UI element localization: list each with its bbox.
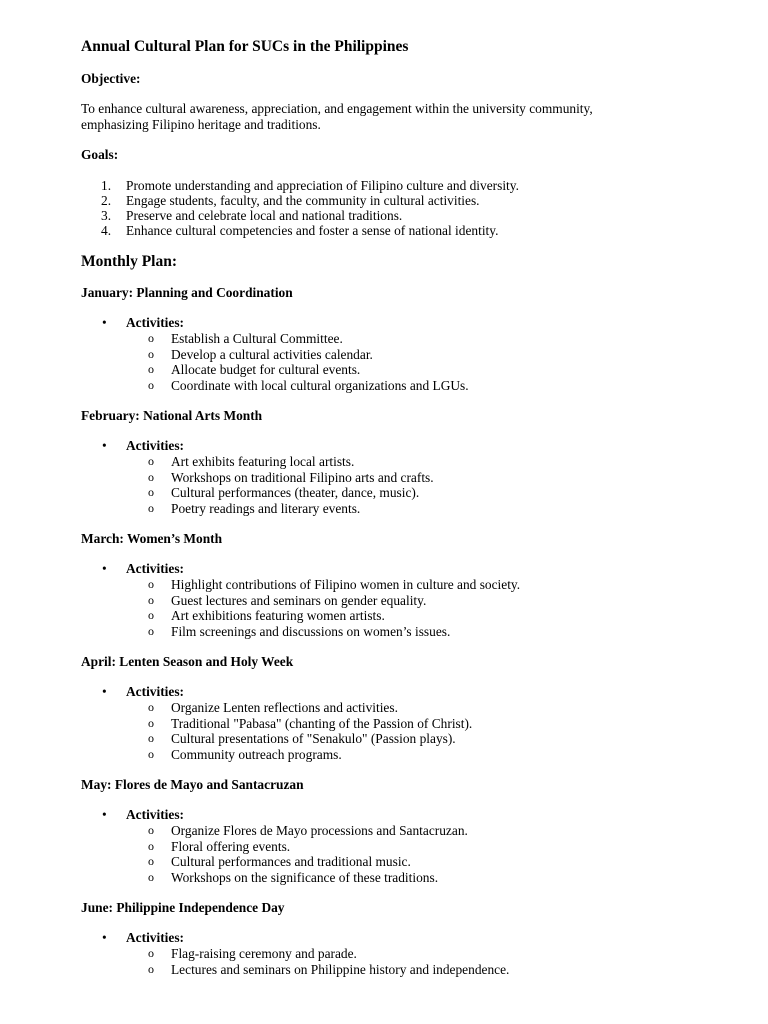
activity-text: Allocate budget for cultural events. bbox=[171, 362, 361, 377]
activity-item bbox=[81, 577, 741, 593]
month-section-february bbox=[81, 408, 741, 516]
month-heading: March: Women’s Month bbox=[81, 531, 223, 546]
activity-text: Workshops on the significance of these traditions. bbox=[171, 869, 439, 885]
activity-text: Cultural presentations of "Senakulo" (Passion plays). bbox=[171, 731, 456, 746]
month-heading: February: National Arts Month bbox=[81, 408, 263, 423]
activity-text: Art exhibits featuring local artists. bbox=[171, 454, 355, 469]
objective-line: To enhance cultural awareness, appreciation, and engagement within the university community, bbox=[81, 101, 593, 116]
activity-item bbox=[81, 839, 741, 855]
goal-number: 4. bbox=[101, 223, 112, 238]
activity-list bbox=[81, 454, 741, 516]
goal-number: 3. bbox=[101, 208, 112, 223]
activities-label bbox=[81, 807, 741, 823]
activities-label bbox=[81, 930, 741, 946]
bullet-icon: • bbox=[102, 315, 107, 330]
sub-bullet-icon: o bbox=[148, 700, 154, 714]
activity-item bbox=[81, 347, 741, 363]
activity-item bbox=[81, 331, 741, 347]
activity-text: Cultural performances and traditional music. bbox=[171, 854, 411, 869]
goal-item bbox=[81, 193, 519, 208]
sub-bullet-icon: o bbox=[148, 961, 154, 976]
sub-bullet-icon: o bbox=[148, 485, 154, 499]
goal-number: 2. bbox=[101, 193, 112, 208]
activity-text: Cultural performances (theater, dance, music). bbox=[171, 485, 420, 500]
sub-bullet-icon: o bbox=[148, 608, 154, 622]
activity-text: Poetry readings and literary events. bbox=[171, 500, 361, 516]
activity-item bbox=[81, 624, 741, 640]
activity-item bbox=[81, 700, 741, 716]
activity-list bbox=[81, 946, 741, 977]
sub-bullet-icon: o bbox=[148, 346, 154, 361]
bullet-icon: • bbox=[102, 684, 107, 699]
sub-bullet-icon: o bbox=[148, 454, 154, 468]
activities-label-text: Activities: bbox=[126, 561, 185, 576]
activity-list bbox=[81, 577, 741, 639]
activities-label bbox=[81, 315, 741, 331]
objective-text bbox=[81, 101, 721, 133]
activity-text: Traditional "Pabasa" (chanting of the Passion of Christ). bbox=[171, 715, 473, 731]
objective-label: Objective: bbox=[81, 71, 141, 86]
activity-list bbox=[81, 823, 741, 885]
goal-number: 1. bbox=[101, 178, 112, 193]
month-heading: May: Flores de Mayo and Santacruzan bbox=[81, 777, 304, 792]
sub-bullet-icon: o bbox=[148, 331, 154, 345]
sub-bullet-icon: o bbox=[148, 377, 154, 392]
activity-item bbox=[81, 362, 741, 378]
goal-text: Engage students, faculty, and the community in cultural activities. bbox=[126, 193, 480, 208]
activity-list bbox=[81, 700, 741, 762]
month-section-june bbox=[81, 900, 741, 977]
activity-item bbox=[81, 962, 741, 978]
activity-item bbox=[81, 854, 741, 870]
activity-text: Highlight contributions of Filipino women in culture and society. bbox=[171, 577, 521, 592]
activity-item bbox=[81, 731, 741, 747]
sub-bullet-icon: o bbox=[148, 362, 154, 376]
activity-item bbox=[81, 470, 741, 486]
goal-item bbox=[81, 208, 519, 223]
bullet-icon: • bbox=[102, 561, 107, 576]
sub-bullet-icon: o bbox=[148, 854, 154, 868]
activity-text: Coordinate with local cultural organizations and LGUs. bbox=[171, 377, 469, 393]
goal-item bbox=[81, 178, 519, 193]
sub-bullet-icon: o bbox=[148, 838, 154, 853]
activity-text: Guest lectures and seminars on gender equality. bbox=[171, 592, 427, 608]
sub-bullet-icon: o bbox=[148, 577, 154, 591]
goal-text: Enhance cultural competencies and foster a sense of national identity. bbox=[126, 223, 499, 238]
bullet-icon: • bbox=[102, 438, 107, 453]
activities-label-text: Activities: bbox=[126, 684, 185, 699]
activity-text: Workshops on traditional Filipino arts and crafts. bbox=[171, 469, 434, 485]
month-section-january bbox=[81, 285, 741, 393]
activity-text: Develop a cultural activities calendar. bbox=[171, 346, 373, 362]
activity-text: Organize Flores de Mayo processions and Santacruzan. bbox=[171, 823, 468, 838]
activity-text: Organize Lenten reflections and activities. bbox=[171, 700, 398, 715]
sub-bullet-icon: o bbox=[148, 823, 154, 837]
bullet-icon: • bbox=[102, 807, 107, 822]
goal-item bbox=[81, 223, 519, 238]
bullet-icon: • bbox=[102, 930, 107, 945]
activities-label bbox=[81, 561, 741, 577]
document-title: Annual Cultural Plan for SUCs in the Philippines bbox=[81, 38, 409, 55]
activities-label-text: Activities: bbox=[126, 315, 185, 330]
sub-bullet-icon: o bbox=[148, 869, 154, 884]
activity-item bbox=[81, 485, 741, 501]
sub-bullet-icon: o bbox=[148, 500, 154, 515]
month-heading: April: Lenten Season and Holy Week bbox=[81, 654, 294, 669]
goal-text: Promote understanding and appreciation of Filipino culture and diversity. bbox=[126, 178, 519, 193]
activity-list bbox=[81, 331, 741, 393]
activity-text: Floral offering events. bbox=[171, 838, 291, 854]
goals-label: Goals: bbox=[81, 147, 119, 162]
sub-bullet-icon: o bbox=[148, 746, 154, 761]
activity-text: Flag-raising ceremony and parade. bbox=[171, 946, 357, 961]
goal-text: Preserve and celebrate local and national traditions. bbox=[126, 208, 403, 223]
sub-bullet-icon: o bbox=[148, 946, 154, 960]
activities-label-text: Activities: bbox=[126, 930, 185, 945]
activities-label-text: Activities: bbox=[126, 438, 185, 453]
month-section-april bbox=[81, 654, 741, 762]
activity-text: Lectures and seminars on Philippine history and independence. bbox=[171, 961, 510, 977]
activity-item bbox=[81, 946, 741, 962]
activity-text: Community outreach programs. bbox=[171, 746, 342, 762]
activity-item bbox=[81, 593, 741, 609]
sub-bullet-icon: o bbox=[148, 623, 154, 638]
activity-item bbox=[81, 454, 741, 470]
month-section-may bbox=[81, 777, 741, 885]
activity-item bbox=[81, 870, 741, 886]
activity-text: Art exhibitions featuring women artists. bbox=[171, 608, 385, 623]
activity-item bbox=[81, 716, 741, 732]
activity-item bbox=[81, 501, 741, 517]
activity-text: Film screenings and discussions on women’s issues. bbox=[171, 623, 451, 639]
activity-item bbox=[81, 823, 741, 839]
activities-label bbox=[81, 438, 741, 454]
month-heading: January: Planning and Coordination bbox=[81, 285, 293, 300]
monthly-plan-heading: Monthly Plan: bbox=[81, 253, 178, 270]
activity-text: Establish a Cultural Committee. bbox=[171, 331, 343, 346]
activity-item bbox=[81, 747, 741, 763]
goals-list bbox=[81, 178, 519, 238]
sub-bullet-icon: o bbox=[148, 715, 154, 730]
sub-bullet-icon: o bbox=[148, 469, 154, 484]
month-heading: June: Philippine Independence Day bbox=[81, 900, 285, 915]
objective-line: emphasizing Filipino heritage and traditions. bbox=[81, 117, 321, 132]
activity-item bbox=[81, 608, 741, 624]
activities-label-text: Activities: bbox=[126, 807, 185, 822]
sub-bullet-icon: o bbox=[148, 731, 154, 745]
activity-item bbox=[81, 378, 741, 394]
sub-bullet-icon: o bbox=[148, 592, 154, 607]
activities-label bbox=[81, 684, 741, 700]
month-section-march bbox=[81, 531, 741, 639]
